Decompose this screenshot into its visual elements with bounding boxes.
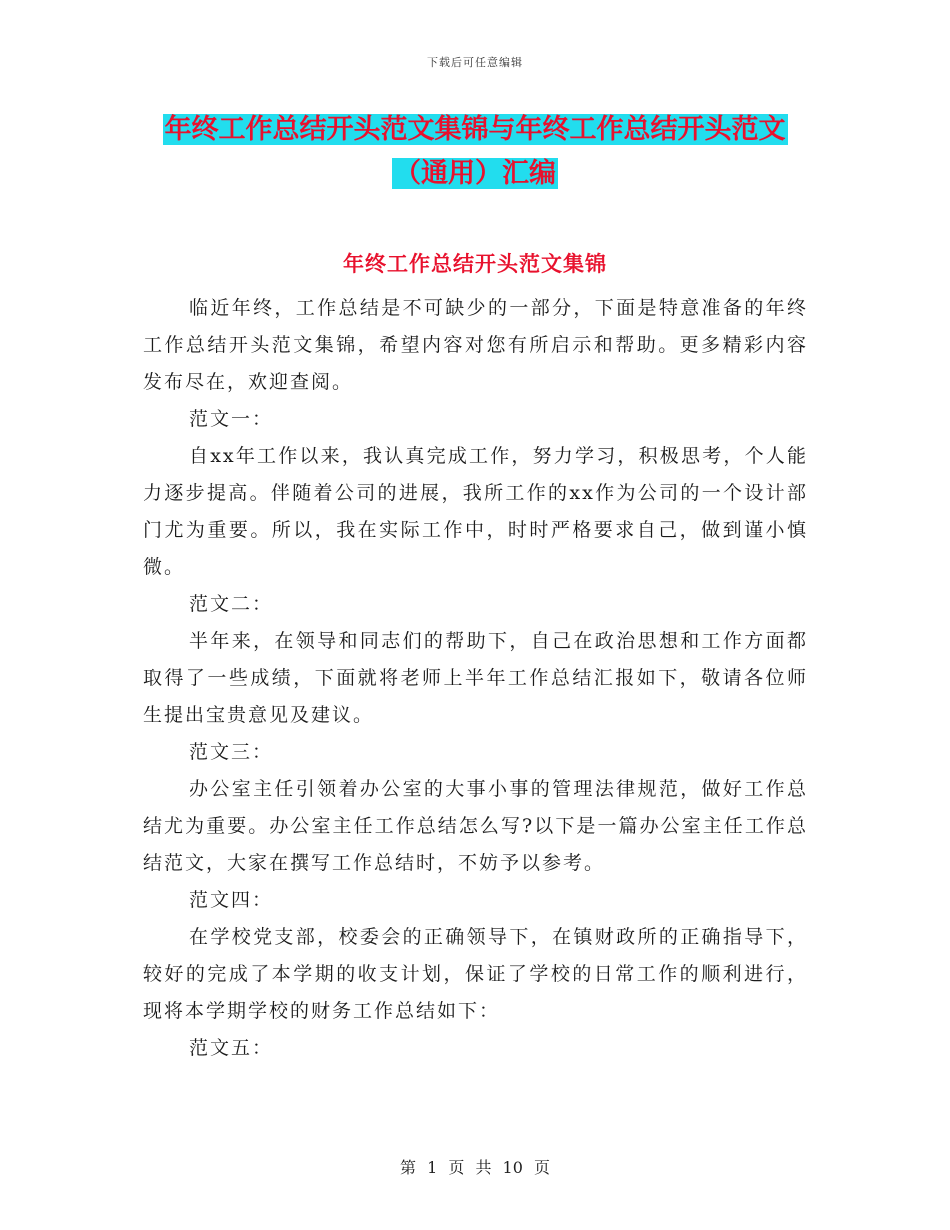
document-body — [143, 290, 808, 1067]
sample-heading-3: 范文三： — [189, 741, 274, 763]
intro-paragraph: 临近年终，工作总结是不可缺少的一部分，下面是特意准备的年终工作总结开头范文集锦，希望内容对您有所启示和帮助。更多精彩内容发布尽在，欢迎查阅。 — [143, 297, 808, 393]
document-title-line-1: 年终工作总结开头范文集锦与年终工作总结开头范文 — [164, 114, 786, 145]
document-title-line-2: （通用）汇编 — [394, 158, 556, 189]
sample-heading-1: 范文一： — [189, 408, 274, 430]
sample-paragraph-1: 自xx年工作以来，我认真完成工作，努力学习，积极思考，个人能力逐步提高。伴随着公司的进展，我所工作的xx作为公司的一个设计部门尤为重要。所以，我在实际工作中，时时严格要求自己，做到谨小慎微。 — [143, 445, 808, 578]
page-number-footer: 第 1 页 共 10 页 — [400, 1158, 550, 1177]
sample-heading-5: 范文五： — [189, 1037, 274, 1059]
sample-paragraph-4: 在学校党支部，校委会的正确领导下，在镇财政所的正确指导下，较好的完成了本学期的收支计划，保证了学校的日常工作的顺利进行，现将本学期学校的财务工作总结如下： — [143, 926, 808, 1022]
section-title: 年终工作总结开头范文集锦 — [343, 252, 607, 276]
sample-heading-2: 范文二： — [189, 593, 274, 615]
sample-heading-4: 范文四： — [189, 889, 274, 911]
document-title — [140, 108, 810, 196]
header-note: 下载后可任意编辑 — [427, 56, 523, 69]
sample-paragraph-3: 办公室主任引领着办公室的大事小事的管理法律规范，做好工作总结尤为重要。办公室主任工作总结怎么写?以下是一篇办公室主任工作总结范文，大家在撰写工作总结时，不妨予以参考。 — [143, 778, 808, 874]
sample-paragraph-2: 半年来，在领导和同志们的帮助下，自己在政治思想和工作方面都取得了一些成绩，下面就将老师上半年工作总结汇报如下，敬请各位师生提出宝贵意见及建议。 — [143, 630, 808, 726]
